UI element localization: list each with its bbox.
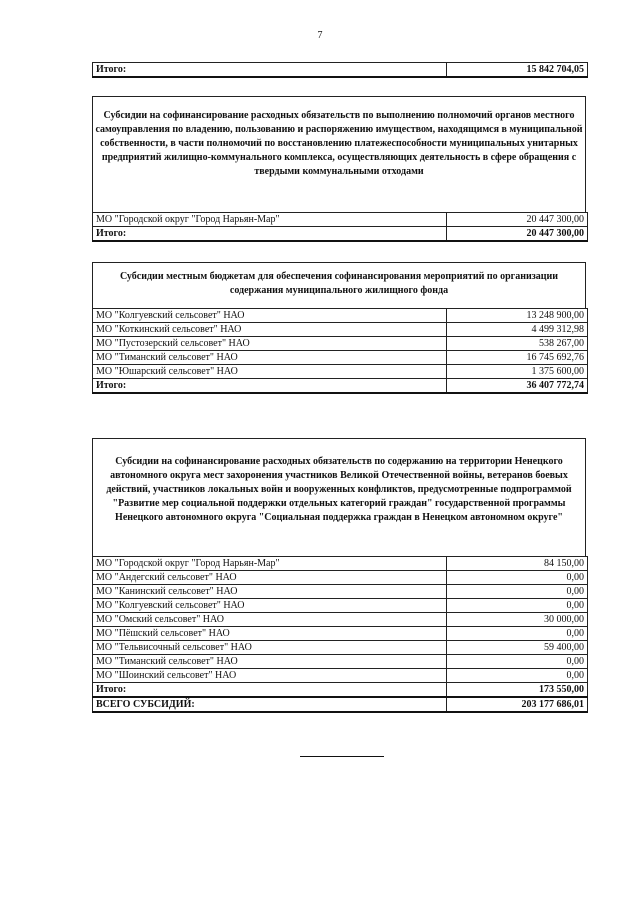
row-name: МО "Юшарский сельсовет" НАО [93, 365, 447, 379]
total-value: 173 550,00 [447, 683, 588, 698]
total-label: Итого: [93, 63, 447, 78]
grand-total-value: 203 177 686,01 [447, 697, 588, 712]
block2-heading: Субсидии местным бюджетам для обеспечения софинансирования мероприятий по организации содержания муниципального жилищного фонда [92, 262, 586, 308]
total-value: 36 407 772,74 [447, 379, 588, 394]
row-value: 13 248 900,00 [447, 309, 588, 323]
block2-table [92, 308, 588, 394]
row-name: МО "Шоинский сельсовет" НАО [93, 669, 447, 683]
row-value: 0,00 [447, 669, 588, 683]
row-value: 1 375 600,00 [447, 365, 588, 379]
row-value: 538 267,00 [447, 337, 588, 351]
row-name: МО "Тиманский сельсовет" НАО [93, 351, 447, 365]
row-value: 0,00 [447, 571, 588, 585]
total-label: Итого: [93, 683, 447, 698]
row-name: МО "Пустозерский сельсовет" НАО [93, 337, 447, 351]
table-row [93, 213, 588, 227]
table-row [93, 365, 588, 379]
table-row [93, 351, 588, 365]
row-value: 0,00 [447, 585, 588, 599]
row-name: МО "Канинский сельсовет" НАО [93, 585, 447, 599]
table-row [93, 627, 588, 641]
total-row [93, 63, 588, 78]
table-row [93, 585, 588, 599]
grand-total-row [93, 697, 588, 712]
total-row [93, 683, 588, 698]
table-row [93, 641, 588, 655]
block0-table [92, 62, 588, 78]
row-name: МО "Колгуевский сельсовет" НАО [93, 599, 447, 613]
row-value: 0,00 [447, 627, 588, 641]
table-row [93, 655, 588, 669]
block1-heading: Субсидии на софинансирование расходных обязательств по выполнению полномочий органов местного самоуправления по владению, пользованию и распоряжению имуществом, находящимся в муниципальной собственности, в части полномочий по восстановлению платежеспособности муниципальных унитарных предприятий жилищно-коммунального комплекса, осуществляющих деятельность в сфере обращения с твердыми коммунальными отходами [92, 96, 586, 212]
row-value: 30 000,00 [447, 613, 588, 627]
total-label: Итого: [93, 379, 447, 394]
row-value: 84 150,00 [447, 557, 588, 571]
row-name: МО "Тельвисочный сельсовет" НАО [93, 641, 447, 655]
row-value: 16 745 692,76 [447, 351, 588, 365]
row-value: 59 400,00 [447, 641, 588, 655]
table-row [93, 571, 588, 585]
row-name: МО "Тиманский сельсовет" НАО [93, 655, 447, 669]
block1-table [92, 212, 588, 242]
block3-heading: Субсидии на софинансирование расходных обязательств по содержанию на территории Ненецкого автономного округа мест захоронения участников Великой Отечественной войны, ветеранов боевых действий, участников локальных войн и вооруженных конфликтов, предусмотренные подпрограммой "Развитие мер социальной поддержки отдельных категорий граждан" государственной программы Ненецкого автономного округа "Социальная поддержка граждан в Ненецком автономном округе" [92, 438, 586, 556]
row-name: МО "Андегский сельсовет" НАО [93, 571, 447, 585]
row-name: МО "Коткинский сельсовет" НАО [93, 323, 447, 337]
total-row [93, 227, 588, 242]
table-row [93, 557, 588, 571]
table-row [93, 669, 588, 683]
row-name: МО "Городской округ "Город Нарьян-Мар" [93, 557, 447, 571]
row-value: 20 447 300,00 [447, 213, 588, 227]
row-name: МО "Пёшский сельсовет" НАО [93, 627, 447, 641]
table-row [93, 323, 588, 337]
page-number: 7 [317, 30, 323, 41]
row-name: МО "Колгуевский сельсовет" НАО [93, 309, 447, 323]
grand-total-label: ВСЕГО СУБСИДИЙ: [93, 697, 447, 712]
table-row [93, 613, 588, 627]
table-row [93, 337, 588, 351]
total-row [93, 379, 588, 394]
row-value: 0,00 [447, 655, 588, 669]
row-name: МО "Городской округ "Город Нарьян-Мар" [93, 213, 447, 227]
table-row [93, 599, 588, 613]
total-label: Итого: [93, 227, 447, 242]
row-value: 0,00 [447, 599, 588, 613]
closing-rule [300, 756, 384, 757]
total-value: 15 842 704,05 [447, 63, 588, 78]
block3-table [92, 556, 588, 713]
row-value: 4 499 312,98 [447, 323, 588, 337]
total-value: 20 447 300,00 [447, 227, 588, 242]
table-row [93, 309, 588, 323]
row-name: МО "Омский сельсовет" НАО [93, 613, 447, 627]
